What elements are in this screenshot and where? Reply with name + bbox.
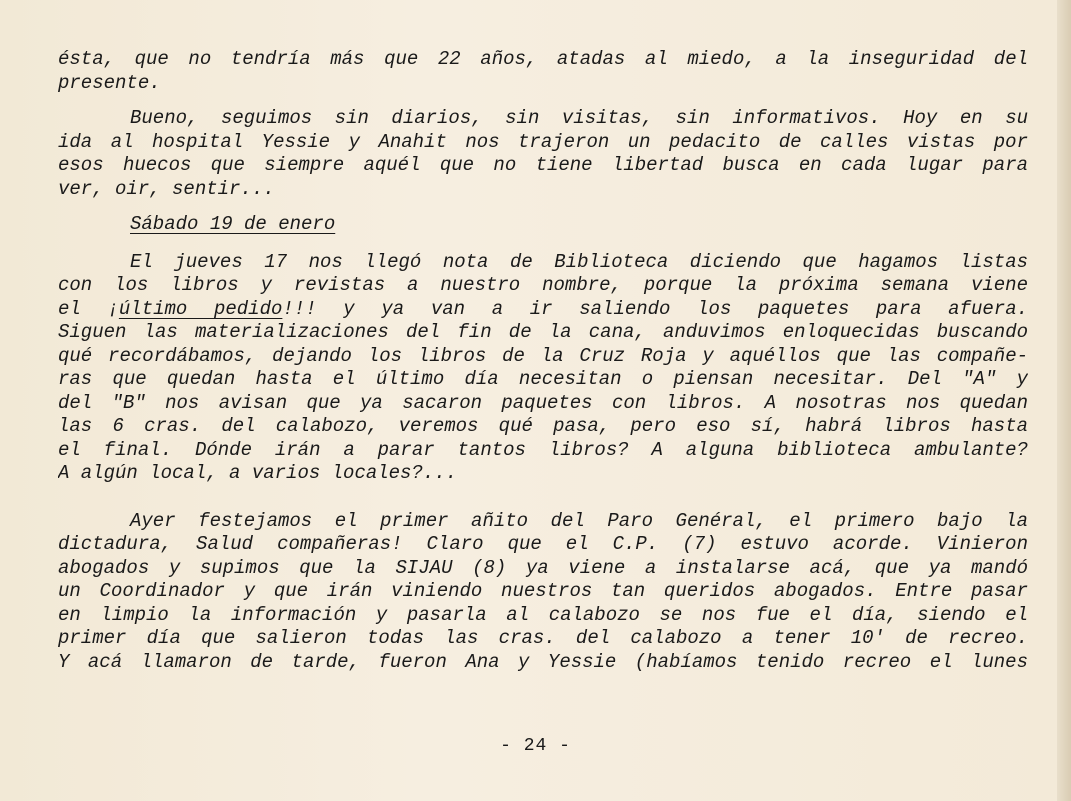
- text-line: A algún local, a varios locales?...: [58, 462, 458, 484]
- text-line: esos huecos que siempre aquél que no tiene libertad busca en cada lugar para: [58, 154, 1028, 176]
- text-line: ver, oir, sentir...: [58, 177, 275, 200]
- paragraph-3: [58, 251, 1028, 486]
- text-line: las 6 cras. del calabozo, veremos qué pasa, pero eso sí, habrá libros hasta: [58, 415, 1028, 437]
- text-line: abogados y supimos que la SIJAU (8) ya viene a instalarse acá, que ya mandó: [58, 556, 1028, 579]
- text-line: Siguen las materializaciones del fin de la cana, anduvimos enloquecidas buscando: [58, 321, 1028, 343]
- text-line: primer día que salieron todas las cras. del calabozo a tener 10' de recreo.: [58, 627, 1028, 649]
- paragraph-2: [58, 107, 1028, 201]
- page-edge: [1057, 0, 1071, 801]
- underlined-phrase: último pedido: [118, 297, 283, 320]
- text-line: con los libros y revistas a nuestro nombre, porque la próxima semana viene: [58, 274, 1028, 296]
- text-line-with-emphasis: [58, 298, 1028, 322]
- text-line: ésta, que no tendría más que 22 años, atadas al miedo, a la inseguridad del: [58, 48, 1028, 70]
- text-line: dictadura, Salud compañeras! Claro que el C.P. (7) estuvo acorde. Vinieron: [58, 533, 1028, 555]
- text-line: del "B" nos avisan que ya sacaron paquetes con libros. A nosotras nos quedan: [58, 391, 1028, 414]
- text-line: qué recordábamos, dejando los libros de la Cruz Roja y aquéllos que las compañe-: [58, 344, 1028, 367]
- text-line: el final. Dónde irán a parar tantos libros? A alguna biblioteca ambulante?: [58, 438, 1028, 461]
- paragraph-1: [58, 48, 1028, 95]
- text-fragment: !!! y ya van a ir saliendo los paquetes para afuera.: [282, 297, 1028, 320]
- text-line: Ayer festejamos el primer añito del Paro Genéral, el primero bajo la: [130, 509, 1028, 532]
- text-line: un Coordinador y que irán viniendo nuestros tan queridos abogados. Entre pasar: [58, 580, 1028, 602]
- page-number: - 24 -: [500, 736, 571, 756]
- text-line: Bueno, seguimos sin diarios, sin visitas, sin informativos. Hoy en su: [130, 107, 1028, 129]
- text-line: en limpio la información y pasarla al calabozo se nos fue el día, siendo el: [58, 603, 1028, 626]
- date-heading: Sábado 19 de enero: [130, 213, 336, 235]
- text-line: ida al hospital Yessie y Anahit nos trajeron un pedacito de calles vistas por: [58, 130, 1028, 153]
- body-text: [58, 48, 1028, 674]
- text-fragment: el ¡: [58, 297, 119, 320]
- text-line: El jueves 17 nos llegó nota de Biblioteca diciendo que hagamos listas: [130, 250, 1028, 273]
- paragraph-4: [58, 510, 1028, 675]
- date-heading-row: [58, 213, 1028, 237]
- text-line: presente.: [58, 71, 161, 94]
- text-line: ras que quedan hasta el último día necesitan o piensan necesitar. Del "A" y: [58, 368, 1028, 390]
- text-line: Y acá llamaron de tarde, fueron Ana y Yessie (habíamos tenido recreo el lunes: [58, 650, 1028, 673]
